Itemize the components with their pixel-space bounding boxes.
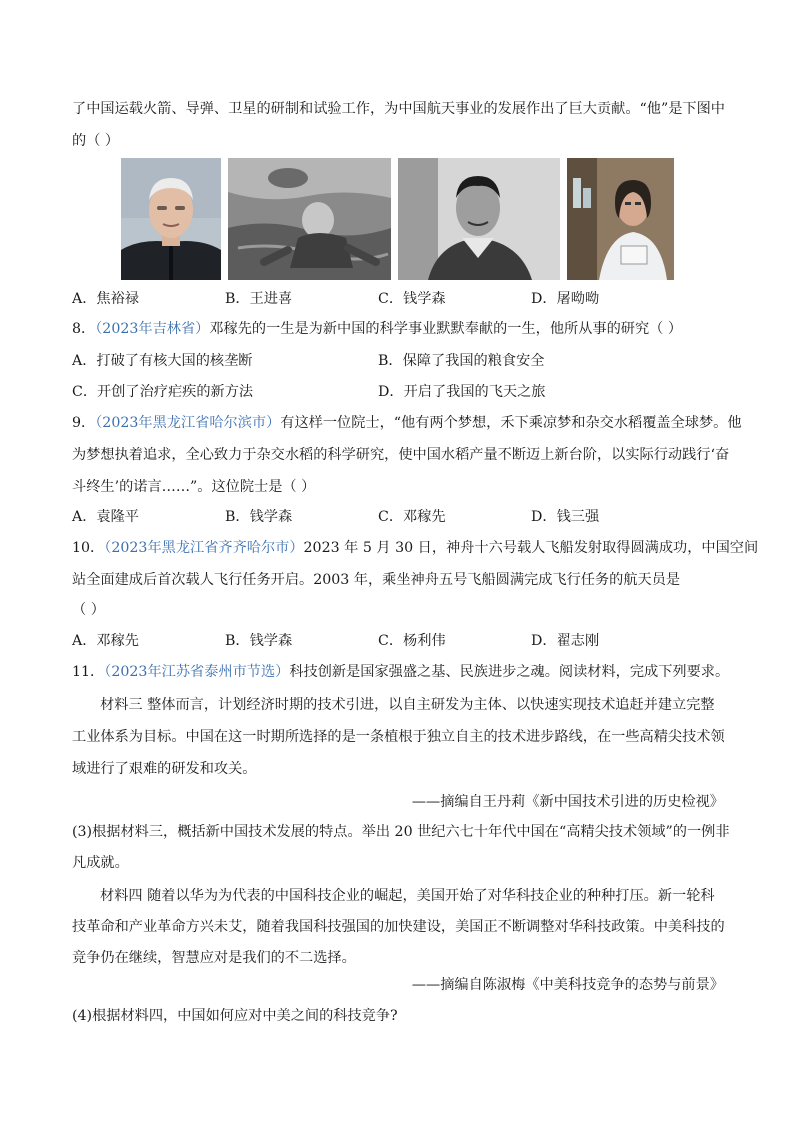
photo-worker-in-mud — [228, 158, 391, 280]
q10-line-1 — [72, 533, 759, 563]
q8-source: （2023年吉林省） — [95, 321, 210, 337]
q10-number: 10． — [72, 540, 105, 556]
q11-stem — [72, 657, 730, 687]
material-4-line-3: 竞争仍在继续，智慧应对是我们的不二选择。 — [72, 950, 356, 966]
q8-option-b: B．保障了我国的粮食安全 — [378, 353, 545, 369]
q8-option-d: D．开启了我国的飞天之旅 — [378, 384, 546, 400]
q9-number: 9． — [72, 415, 96, 431]
q7-line-1: 了中国运载火箭、导弹、卫星的研制和试验工作，为中国航天事业的发展作出了巨大贡献。“他”是下图中 — [72, 101, 725, 117]
q9-line-2: 为梦想执着追求，全心致力于杂交水稻的科学研究，使中国水稻产量不断迈上新台阶，以实际行动践行‘奋 — [72, 447, 730, 463]
q11-source: （2023年江苏省泰州市节选） — [104, 664, 290, 680]
q9-line-3: 斗终生’的诺言……”。这位院士是（ ） — [72, 479, 316, 495]
q7-option-b: B．王进喜 — [225, 291, 293, 307]
q9-option-b: B．钱学森 — [225, 509, 293, 525]
q7-option-d: D．屠呦呦 — [531, 291, 600, 307]
photo-man-smiling — [398, 158, 560, 280]
q11-part3-line-1: (3)根据材料三，概括新中国技术发展的特点。举出 20 世纪六七十年代中国在“高精尖技术领域”的一例非 — [72, 824, 730, 840]
q8-option-c: C．开创了治疗疟疾的新方法 — [72, 384, 254, 400]
q10-line-2: 站全面建成后首次载人飞行任务开启。2003 年，乘坐神舟五号飞船圆满完成飞行任务的航天员是 — [72, 572, 681, 588]
q8-option-a: A．打破了有核大国的核垄断 — [72, 353, 253, 369]
material-4-line-2: 技革命和产业革命方兴未艾，随着我国科技强国的加快建设，美国正不断调整对华科技政策。中美科技的 — [72, 919, 725, 935]
photo-portrait-elderly-man — [121, 158, 221, 280]
q9-option-d: D．钱三强 — [531, 509, 600, 525]
q11-number: 11． — [72, 664, 105, 680]
q7-option-c: C．钱学森 — [378, 291, 446, 307]
q10-text-1: 2023 年 5 月 30 日，神舟十六号载人飞船发射取得圆满成功，中国空间 — [303, 540, 759, 556]
q11-intro: 科技创新是国家强盛之基、民族进步之魂。阅读材料，完成下列要求。 — [289, 664, 730, 680]
q8-text: 邓稼先的一生是为新中国的科学事业默默奉献的一生，他所从事的研究（ ） — [209, 321, 683, 337]
material-3-line-2: 工业体系为目标。中国在这一时期所选择的是一条植根于独立自主的技术进步路线，在一些高精尖技术领 — [72, 729, 725, 745]
material-3-line-3: 域进行了艰难的研发和攻关。 — [72, 761, 257, 777]
q9-option-c: C．邓稼先 — [378, 509, 446, 525]
q9-source: （2023年黑龙江省哈尔滨市） — [95, 415, 281, 431]
q11-part4: (4)根据材料四，中国如何应对中美之间的科技竞争? — [72, 1008, 398, 1024]
material-3-citation: ——摘编自王丹莉《新中国技术引进的历史检视》 — [411, 794, 724, 810]
q10-option-b: B．钱学森 — [225, 633, 293, 649]
q9-text-1: 有这样一位院士，“他有两个梦想，禾下乘凉梦和杂交水稻覆盖全球梦。他 — [280, 415, 742, 431]
q7-option-a: A．焦裕禄 — [72, 291, 139, 307]
material-3-line-1: 材料三 整体而言，计划经济时期的技术引进，以自主研发为主体、以快速实现技术追赶并建立完整 — [100, 697, 715, 713]
material-4-line-1: 材料四 随着以华为为代表的中国科技企业的崛起，美国开始了对华科技企业的种种打压。新一轮科 — [100, 888, 715, 904]
q10-option-c: C．杨利伟 — [378, 633, 446, 649]
q10-source: （2023年黑龙江省齐齐哈尔市） — [104, 540, 304, 556]
q9-option-a: A．袁隆平 — [72, 509, 139, 525]
q8-number: 8． — [72, 321, 96, 337]
q9-line-1 — [72, 408, 742, 438]
q10-line-3: （ ） — [72, 602, 105, 618]
q7-line-2: 的（ ） — [72, 133, 120, 149]
material-4-citation: ——摘编自陈淑梅《中美科技竞争的态势与前景》 — [411, 977, 724, 993]
q10-option-d: D．翟志刚 — [531, 633, 600, 649]
q10-option-a: A．邓稼先 — [72, 633, 139, 649]
photo-woman-in-lab — [567, 158, 674, 280]
q11-part3-line-2: 凡成就。 — [72, 855, 129, 871]
q8-stem — [72, 314, 724, 344]
